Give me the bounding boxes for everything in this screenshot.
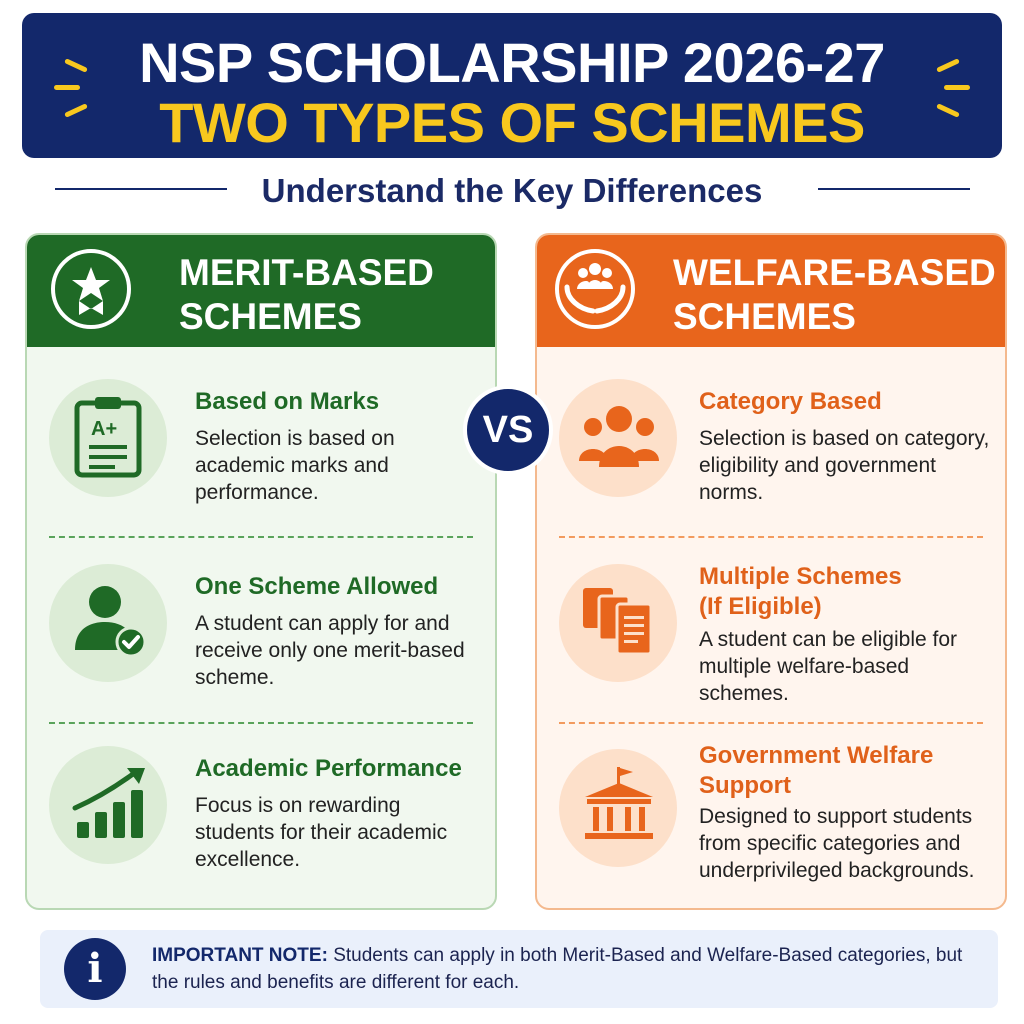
welfare-item-government-desc: Designed to support students from specific categories and underprivileged backgrounds. [699, 805, 975, 882]
merit-title [179, 251, 434, 339]
welfare-item-government [537, 737, 1005, 897]
welfare-title-line2: SCHEMES [673, 296, 856, 337]
sparkle-ray-icon [944, 85, 970, 90]
merit-item-academic-title: Academic Performance [195, 755, 462, 782]
welfare-item-multiple-title [699, 562, 902, 622]
welfare-item-category-desc: Selection is based on category, eligibility and government norms. [699, 427, 990, 504]
merit-item-marks [27, 375, 495, 525]
page-subtitle-heading: TWO TYPES OF SCHEMES [159, 91, 865, 154]
welfare-item-government-title-line1: Government Welfare [699, 742, 934, 769]
welfare-item-government-title-line2: Support [699, 772, 791, 799]
info-icon: i [64, 938, 126, 1000]
merit-item-marks-desc: Selection is based on academic marks and performance. [195, 427, 395, 504]
user-check-icon [71, 582, 151, 662]
header-banner [22, 13, 1002, 158]
merit-item-academic [27, 742, 495, 892]
growth-chart-icon [71, 764, 151, 844]
welfare-title-line1: WELFARE-BASED [673, 252, 996, 293]
note-text [152, 942, 972, 996]
merit-item-one-scheme-desc: A student can apply for and receive only one merit-based scheme. [195, 612, 465, 689]
group-icon [577, 403, 661, 473]
merit-item-one-scheme-title: One Scheme Allowed [195, 573, 439, 600]
welfare-title [673, 251, 996, 339]
merit-divider [49, 722, 473, 724]
note-body: Students can apply in both Merit-Based and Welfare-Based categories, but the rules and benefits are different for each. [152, 945, 963, 993]
note-label: IMPORTANT NOTE: [152, 945, 328, 966]
subtitle: Understand the Key Differences [261, 172, 763, 209]
hands-group-icon [555, 249, 635, 329]
page-title: NSP SCHOLARSHIP 2026-27 [139, 31, 885, 94]
important-note [40, 930, 998, 1008]
merit-panel-header [27, 235, 495, 347]
welfare-panel [535, 233, 1007, 910]
welfare-panel-header [537, 235, 1005, 347]
government-building-icon [579, 765, 659, 849]
svg-text:A+: A+ [91, 418, 118, 440]
merit-item-one-scheme [27, 560, 495, 710]
welfare-item-government-title [699, 741, 933, 801]
merit-panel [25, 233, 497, 910]
merit-item-marks-title: Based on Marks [195, 388, 380, 415]
welfare-item-multiple-title-line1: Multiple Schemes [699, 563, 902, 590]
sparkle-ray-icon [54, 85, 80, 90]
merit-item-academic-desc: Focus is on rewarding students for their academic excellence. [195, 794, 448, 871]
welfare-divider [559, 722, 983, 724]
welfare-item-multiple-title-line2: (If Eligible) [699, 593, 822, 620]
clipboard-grade-icon [73, 395, 143, 479]
merit-title-line1: MERIT-BASED [179, 252, 434, 293]
welfare-item-multiple-desc: A student can be eligible for multiple welfare-based schemes. [699, 628, 958, 705]
welfare-item-category-title: Category Based [699, 388, 882, 415]
merit-title-line2: SCHEMES [179, 296, 362, 337]
documents-icon [577, 582, 661, 662]
welfare-item-multiple [537, 560, 1005, 710]
star-ribbon-icon [51, 249, 131, 329]
welfare-divider [559, 536, 983, 538]
vs-badge: VS [463, 385, 553, 475]
merit-divider [49, 536, 473, 538]
welfare-item-category [537, 375, 1005, 525]
